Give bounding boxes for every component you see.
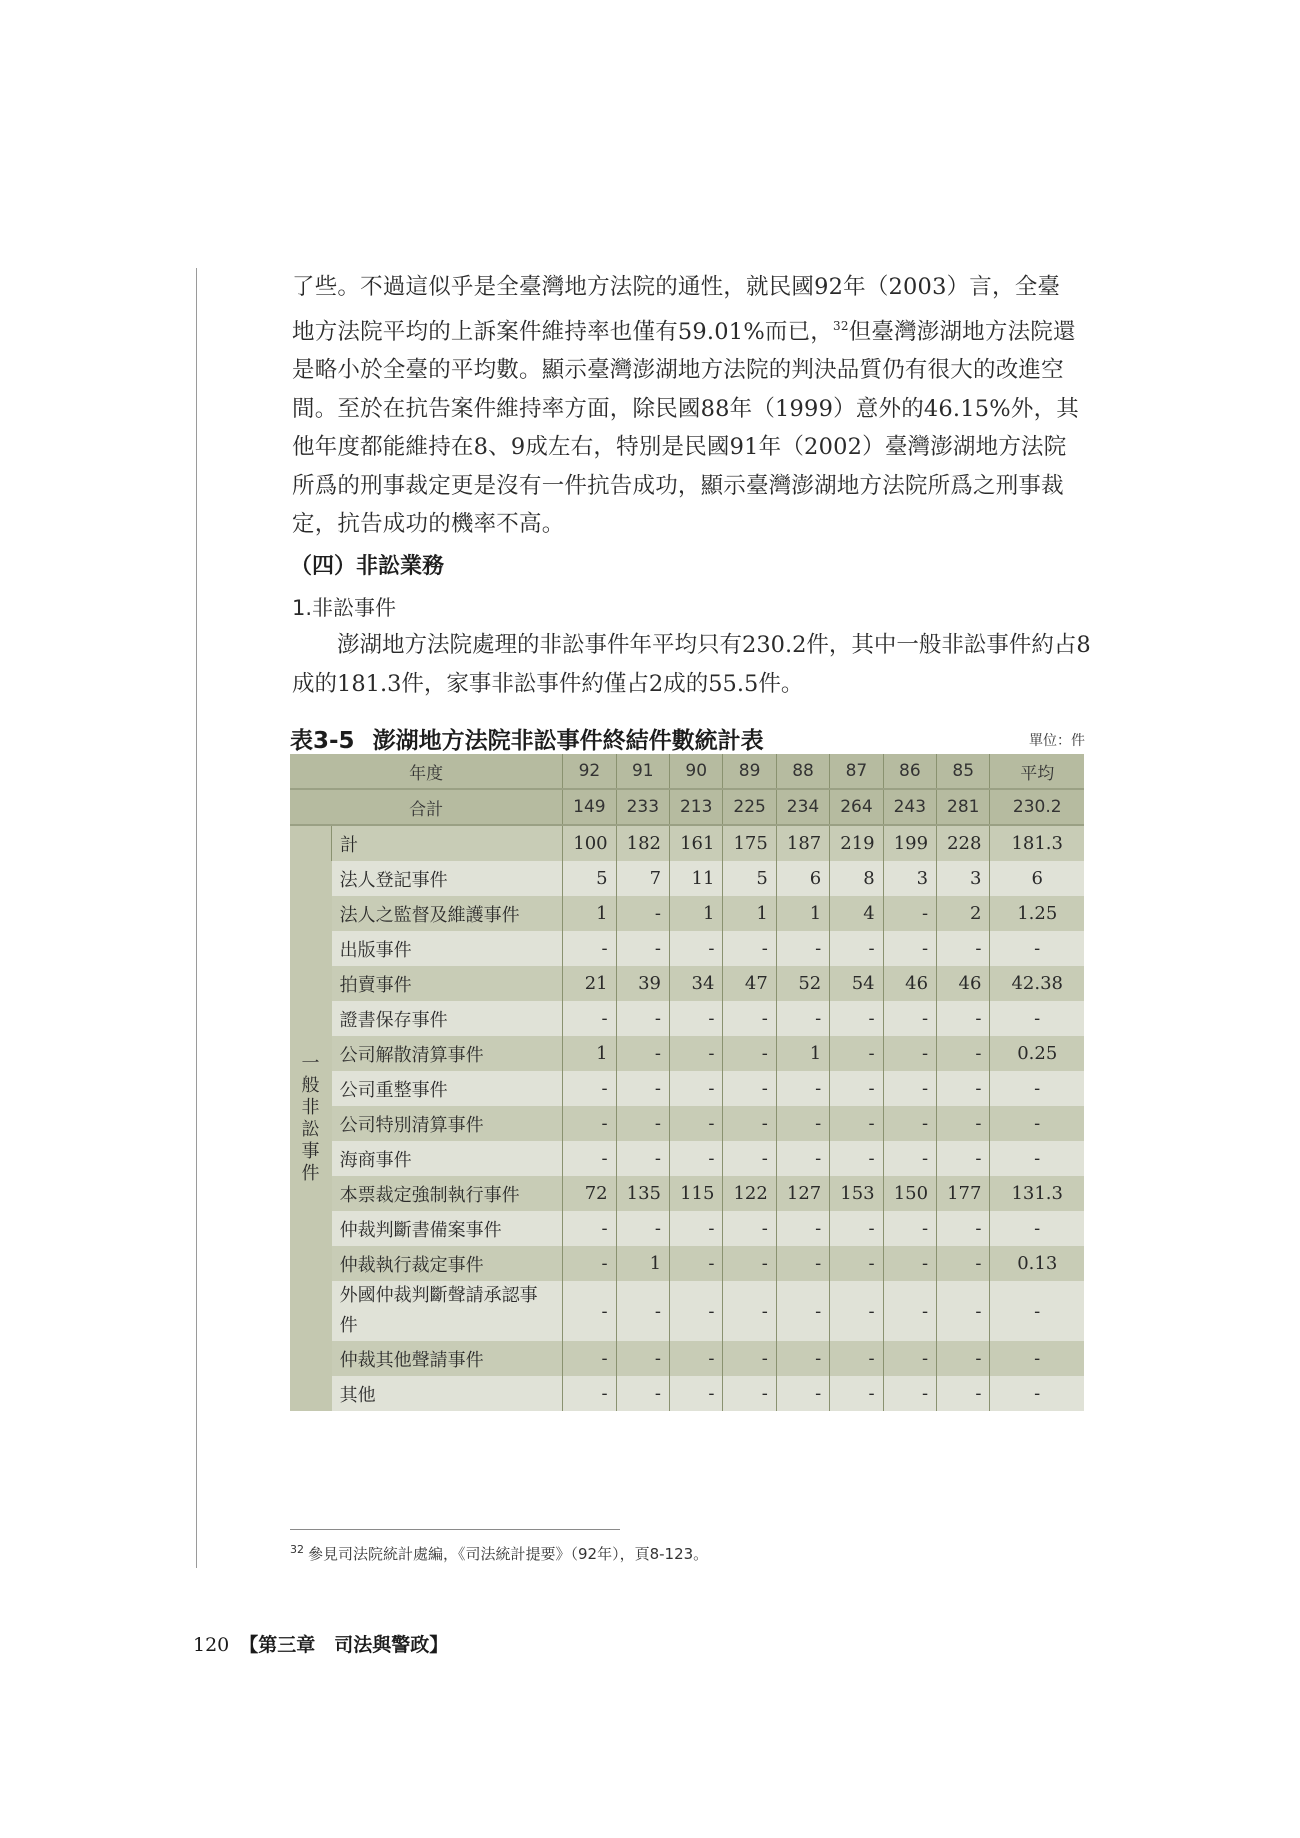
total-row-label: 合計 xyxy=(290,789,563,825)
value-cell: - xyxy=(616,1071,669,1106)
value-cell: 8 xyxy=(830,861,883,896)
value-cell: 199 xyxy=(883,825,936,861)
value-cell: - xyxy=(830,1106,883,1141)
value-cell: 1 xyxy=(776,1036,829,1071)
average-cell: 131.3 xyxy=(990,1176,1084,1211)
value-cell: - xyxy=(937,1376,990,1411)
paragraph-line: 所爲的刑事裁定更是沒有一件抗告成功，顯示臺灣澎湖地方法院所爲之刑事裁 xyxy=(292,472,1064,499)
total-cell: 213 xyxy=(670,789,723,825)
paragraph-line: 是略小於全臺的平均數。顯示臺灣澎湖地方法院的判決品質仍有很大的改進空 xyxy=(292,357,1064,383)
value-cell: - xyxy=(723,1106,776,1141)
average-cell: - xyxy=(990,1341,1084,1376)
total-cell: 234 xyxy=(776,789,829,825)
value-cell: - xyxy=(937,1036,990,1071)
table-row xyxy=(290,1341,1084,1376)
value-cell: 1 xyxy=(563,896,616,931)
value-cell: - xyxy=(723,1141,776,1176)
row-label: 公司重整事件 xyxy=(332,1071,563,1106)
value-cell: - xyxy=(670,1071,723,1106)
value-cell: 150 xyxy=(883,1176,936,1211)
value-cell: 182 xyxy=(616,825,669,861)
row-label: 仲裁判斷書備案事件 xyxy=(332,1211,563,1246)
value-cell: - xyxy=(937,1106,990,1141)
value-cell: - xyxy=(723,1246,776,1281)
paragraph-1 xyxy=(292,268,1092,544)
value-cell: - xyxy=(883,1341,936,1376)
table-row xyxy=(290,1036,1084,1071)
value-cell: - xyxy=(937,1141,990,1176)
average-cell: - xyxy=(990,1211,1084,1246)
table-row xyxy=(290,1211,1084,1246)
value-cell: - xyxy=(776,931,829,966)
value-cell: 5 xyxy=(563,861,616,896)
value-cell: - xyxy=(670,1141,723,1176)
value-cell: 2 xyxy=(937,896,990,931)
value-cell: 1 xyxy=(670,896,723,931)
value-cell: - xyxy=(937,1071,990,1106)
total-cell: 233 xyxy=(616,789,669,825)
row-label: 法人之監督及維護事件 xyxy=(332,896,563,931)
value-cell: 1 xyxy=(616,1246,669,1281)
table-title: 澎湖地方法院非訟事件終結件數統計表 xyxy=(372,728,764,754)
value-cell: - xyxy=(723,1071,776,1106)
value-cell: 153 xyxy=(830,1176,883,1211)
row-label: 其他 xyxy=(332,1376,563,1411)
table-row xyxy=(290,861,1084,896)
value-cell: 46 xyxy=(937,966,990,1001)
total-cell: 281 xyxy=(937,789,990,825)
chapter-label: 【第三章 司法與警政】 xyxy=(239,1634,449,1656)
table-total-row xyxy=(290,789,1084,825)
group-label xyxy=(290,825,332,1411)
row-label: 法人登記事件 xyxy=(332,861,563,896)
value-cell: 175 xyxy=(723,825,776,861)
value-cell: 3 xyxy=(883,861,936,896)
table-row xyxy=(290,966,1084,1001)
column-header-year: 85 xyxy=(937,754,990,789)
value-cell: 219 xyxy=(830,825,883,861)
value-cell: - xyxy=(616,1341,669,1376)
section-heading: （四）非訟業務 xyxy=(290,553,445,579)
value-cell: 34 xyxy=(670,966,723,1001)
value-cell: 3 xyxy=(937,861,990,896)
average-cell: - xyxy=(990,1071,1084,1106)
column-header-average: 平均 xyxy=(990,754,1084,789)
value-cell: - xyxy=(937,1341,990,1376)
average-cell: 1.25 xyxy=(990,896,1084,931)
group-label-char: 事 xyxy=(301,1140,320,1162)
column-header-year: 91 xyxy=(616,754,669,789)
value-cell: - xyxy=(563,1071,616,1106)
table-caption xyxy=(290,722,764,755)
table-header-row xyxy=(290,754,1084,789)
row-label: 仲裁其他聲請事件 xyxy=(332,1341,563,1376)
value-cell: - xyxy=(670,931,723,966)
value-cell: 39 xyxy=(616,966,669,1001)
value-cell: - xyxy=(830,1246,883,1281)
value-cell: - xyxy=(616,1211,669,1246)
paragraph-line: 間。至於在抗告案件維持率方面，除民國88年（1999）意外的46.15%外，其 xyxy=(292,395,1079,422)
average-cell: - xyxy=(990,1281,1084,1341)
value-cell: - xyxy=(616,1106,669,1141)
value-cell: - xyxy=(670,1106,723,1141)
average-cell: - xyxy=(990,1106,1084,1141)
table-row xyxy=(290,1376,1084,1411)
table-row xyxy=(290,896,1084,931)
table-row xyxy=(290,1141,1084,1176)
value-cell: 161 xyxy=(670,825,723,861)
value-cell: - xyxy=(830,1211,883,1246)
value-cell: - xyxy=(883,1211,936,1246)
value-cell: - xyxy=(723,1376,776,1411)
value-cell: - xyxy=(616,1281,669,1341)
value-cell: - xyxy=(883,1071,936,1106)
average-cell: - xyxy=(990,931,1084,966)
average-cell: 181.3 xyxy=(990,825,1084,861)
value-cell: 135 xyxy=(616,1176,669,1211)
paragraph-line xyxy=(292,307,1092,352)
table-row xyxy=(290,1281,1084,1341)
value-cell: 54 xyxy=(830,966,883,1001)
value-cell: - xyxy=(670,1001,723,1036)
value-cell: - xyxy=(830,1376,883,1411)
value-cell: - xyxy=(776,1106,829,1141)
value-cell: - xyxy=(670,1281,723,1341)
value-cell: 1 xyxy=(563,1036,616,1071)
value-cell: - xyxy=(776,1341,829,1376)
value-cell: 100 xyxy=(563,825,616,861)
row-label: 證書保存事件 xyxy=(332,1001,563,1036)
value-cell: 6 xyxy=(776,861,829,896)
row-label: 本票裁定強制執行事件 xyxy=(332,1176,563,1211)
value-cell: - xyxy=(776,1071,829,1106)
page-footer xyxy=(193,1630,448,1657)
value-cell: - xyxy=(563,1376,616,1411)
value-cell: - xyxy=(563,1246,616,1281)
value-cell: 4 xyxy=(830,896,883,931)
value-cell: - xyxy=(776,1141,829,1176)
group-label-char: 般 xyxy=(301,1074,320,1096)
value-cell: - xyxy=(937,1211,990,1246)
group-label-char: 件 xyxy=(301,1162,320,1184)
page-number: 120 xyxy=(193,1634,230,1656)
value-cell: - xyxy=(723,1036,776,1071)
group-label-char: 訟 xyxy=(301,1118,320,1140)
paragraph-text: 地方法院平均的上訴案件維持率也僅有59.01%而已， xyxy=(292,318,833,345)
value-cell: - xyxy=(563,1211,616,1246)
value-cell: - xyxy=(830,1341,883,1376)
value-cell: - xyxy=(776,1211,829,1246)
value-cell: - xyxy=(670,1246,723,1281)
table-row xyxy=(290,1106,1084,1141)
table-unit: 單位：件 xyxy=(1029,733,1085,749)
value-cell: 1 xyxy=(776,896,829,931)
value-cell: - xyxy=(563,1281,616,1341)
value-cell: 46 xyxy=(883,966,936,1001)
value-cell: - xyxy=(883,931,936,966)
table-row xyxy=(290,1001,1084,1036)
statistics-table xyxy=(290,754,1084,1411)
value-cell: - xyxy=(563,1106,616,1141)
value-cell: - xyxy=(563,1341,616,1376)
table-row xyxy=(290,1176,1084,1211)
row-label: 外國仲裁判斷聲請承認事件 xyxy=(332,1281,563,1341)
table-row xyxy=(290,1071,1084,1106)
footnote-text: 參見司法院統計處編，《司法統計提要》（92年），頁8-123。 xyxy=(308,1545,709,1563)
total-average-cell: 230.2 xyxy=(990,789,1084,825)
table-row xyxy=(290,825,1084,861)
average-cell: - xyxy=(990,1141,1084,1176)
column-header-year: 86 xyxy=(883,754,936,789)
value-cell: - xyxy=(830,1141,883,1176)
value-cell: - xyxy=(776,1281,829,1341)
value-cell: 7 xyxy=(616,861,669,896)
value-cell: - xyxy=(670,1036,723,1071)
value-cell: - xyxy=(830,1036,883,1071)
value-cell: - xyxy=(937,1281,990,1341)
total-cell: 149 xyxy=(563,789,616,825)
value-cell: - xyxy=(883,1001,936,1036)
value-cell: - xyxy=(830,1001,883,1036)
value-cell: - xyxy=(883,1246,936,1281)
group-label-char: 一 xyxy=(301,1052,320,1074)
value-cell: - xyxy=(616,1141,669,1176)
value-cell: - xyxy=(830,1071,883,1106)
value-cell: 1 xyxy=(723,896,776,931)
total-cell: 225 xyxy=(723,789,776,825)
column-header-year: 89 xyxy=(723,754,776,789)
value-cell: - xyxy=(616,931,669,966)
value-cell: - xyxy=(883,896,936,931)
column-header-year: 92 xyxy=(563,754,616,789)
table-row xyxy=(290,1246,1084,1281)
group-label-char: 非 xyxy=(301,1096,320,1118)
average-cell: 42.38 xyxy=(990,966,1084,1001)
value-cell: 72 xyxy=(563,1176,616,1211)
paragraph-line: 他年度都能維持在8、9成左右，特別是民國91年（2002）臺灣澎湖地方法院 xyxy=(292,434,1067,460)
total-cell: 264 xyxy=(830,789,883,825)
value-cell: - xyxy=(776,1376,829,1411)
value-cell: - xyxy=(883,1281,936,1341)
value-cell: - xyxy=(616,1001,669,1036)
value-cell: - xyxy=(883,1141,936,1176)
paragraph-2: 澎湖地方法院處理的非訟事件年平均只有230.2件，其中一般非訟事件約占8成的181.3件，家事非訟事件約僅占2成的55.5件。 xyxy=(292,632,1091,697)
average-cell: - xyxy=(990,1376,1084,1411)
average-cell: 6 xyxy=(990,861,1084,896)
value-cell: - xyxy=(776,1246,829,1281)
value-cell: - xyxy=(723,1341,776,1376)
row-label: 仲裁執行裁定事件 xyxy=(332,1246,563,1281)
column-header-year-label: 年度 xyxy=(290,754,563,789)
row-label: 海商事件 xyxy=(332,1141,563,1176)
footnote-divider xyxy=(290,1529,620,1530)
value-cell: 11 xyxy=(670,861,723,896)
value-cell: - xyxy=(670,1376,723,1411)
average-cell: - xyxy=(990,1001,1084,1036)
row-label: 公司解散清算事件 xyxy=(332,1036,563,1071)
value-cell: - xyxy=(883,1376,936,1411)
value-cell: - xyxy=(937,931,990,966)
value-cell: 177 xyxy=(937,1176,990,1211)
column-header-year: 90 xyxy=(670,754,723,789)
value-cell: 228 xyxy=(937,825,990,861)
value-cell: - xyxy=(830,931,883,966)
row-label: 拍賣事件 xyxy=(332,966,563,1001)
table-number: 表3-5 xyxy=(290,728,355,754)
row-label: 計 xyxy=(332,825,563,861)
value-cell: - xyxy=(563,1141,616,1176)
paragraph-line: 定，抗告成功的機率不高。 xyxy=(292,511,565,537)
value-cell: - xyxy=(723,1001,776,1036)
value-cell: - xyxy=(830,1281,883,1341)
value-cell: - xyxy=(883,1106,936,1141)
value-cell: - xyxy=(937,1001,990,1036)
footnote-number: 32 xyxy=(290,1543,304,1556)
column-header-year: 88 xyxy=(776,754,829,789)
column-header-year: 87 xyxy=(830,754,883,789)
value-cell: 5 xyxy=(723,861,776,896)
value-cell: 21 xyxy=(563,966,616,1001)
value-cell: - xyxy=(937,1246,990,1281)
total-cell: 243 xyxy=(883,789,936,825)
value-cell: 127 xyxy=(776,1176,829,1211)
subsection-heading: 1.非訟事件 xyxy=(292,596,397,620)
table-row xyxy=(290,931,1084,966)
footnote xyxy=(290,1543,708,1564)
value-cell: - xyxy=(776,1001,829,1036)
average-cell: 0.25 xyxy=(990,1036,1084,1071)
paragraph-text: 但臺灣澎湖地方法院還 xyxy=(848,318,1076,345)
value-cell: - xyxy=(616,1376,669,1411)
value-cell: - xyxy=(563,931,616,966)
value-cell: 115 xyxy=(670,1176,723,1211)
row-label: 公司特別清算事件 xyxy=(332,1106,563,1141)
value-cell: - xyxy=(670,1211,723,1246)
value-cell: - xyxy=(723,1281,776,1341)
value-cell: - xyxy=(616,1036,669,1071)
value-cell: 52 xyxy=(776,966,829,1001)
margin-rule xyxy=(196,268,197,1568)
average-cell: 0.13 xyxy=(990,1246,1084,1281)
value-cell: - xyxy=(670,1341,723,1376)
value-cell: - xyxy=(723,931,776,966)
footnote-ref[interactable]: 32 xyxy=(833,318,849,333)
value-cell: 187 xyxy=(776,825,829,861)
value-cell: 47 xyxy=(723,966,776,1001)
value-cell: 122 xyxy=(723,1176,776,1211)
paragraph-line: 了些。不過這似乎是全臺灣地方法院的通性，就民國92年（2003）言，全臺 xyxy=(292,274,1061,300)
row-label: 出版事件 xyxy=(332,931,563,966)
value-cell: - xyxy=(616,896,669,931)
value-cell: - xyxy=(563,1001,616,1036)
value-cell: - xyxy=(883,1036,936,1071)
value-cell: - xyxy=(723,1211,776,1246)
